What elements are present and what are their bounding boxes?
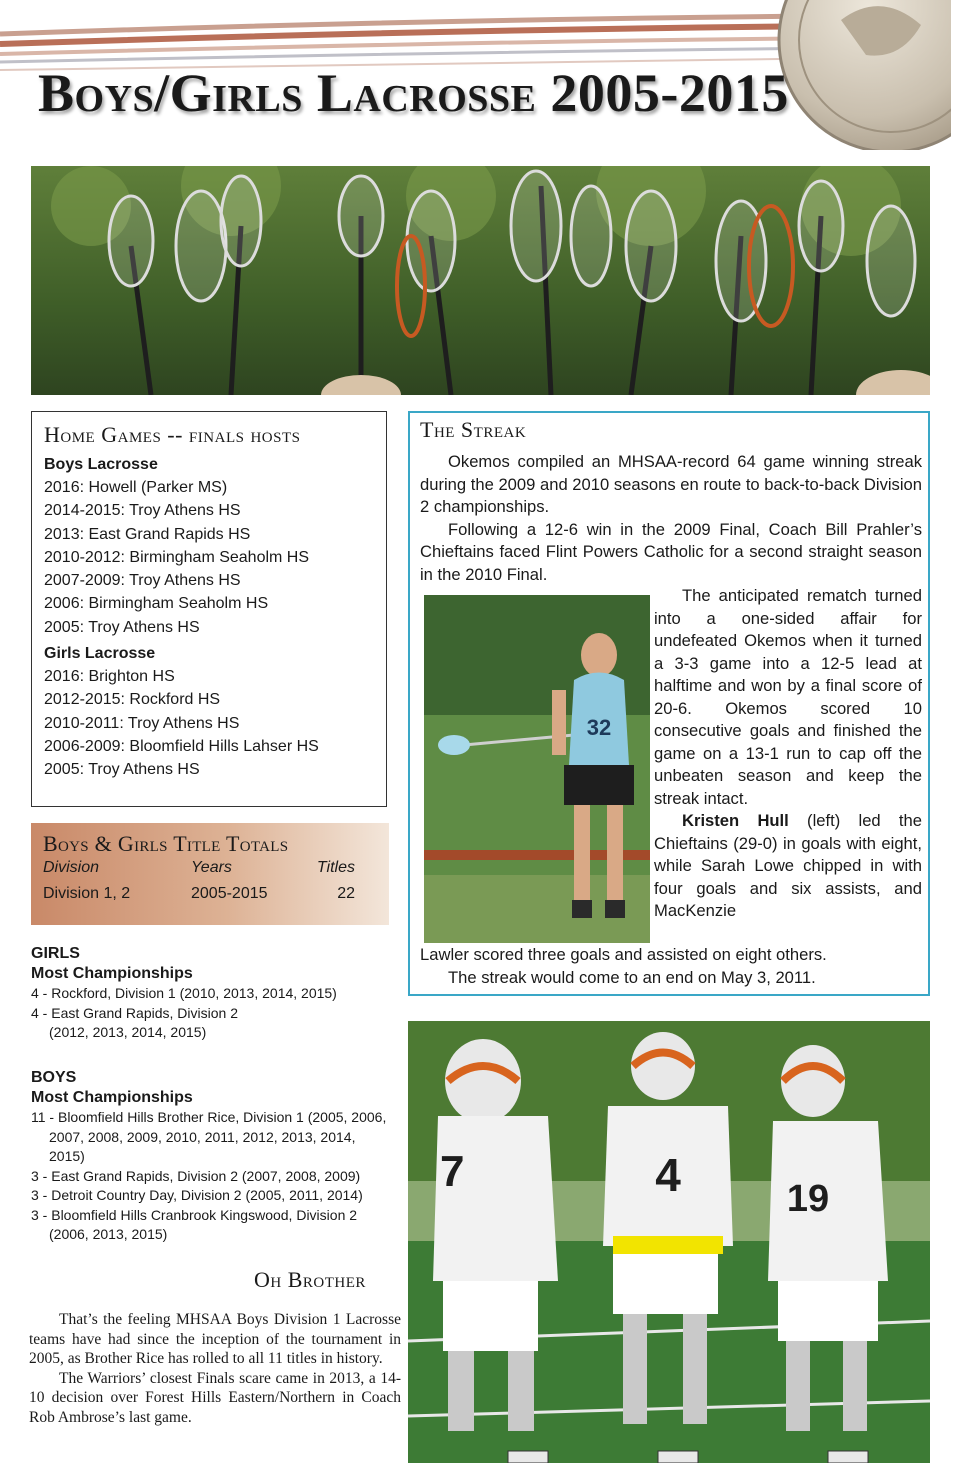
player-name: Kristen Hull bbox=[682, 811, 789, 830]
streak-outro bbox=[420, 944, 922, 989]
list-item: 11 - Bloomfield Hills Brother Rice, Division 1 (2005, 2006, 2007, 2008, 2009, 2010, 2011, 2012, 2013, 2014, 2015) bbox=[31, 1109, 387, 1164]
list-item: 2005: Troy Athens HS bbox=[44, 618, 200, 636]
paragraph bbox=[654, 810, 922, 923]
streak-box bbox=[408, 411, 930, 996]
girls-championships bbox=[31, 944, 391, 1043]
list-item: 4 - East Grand Rapids, Division 2 (2012, 2013, 2014, 2015) bbox=[31, 1004, 238, 1040]
paragraph: That’s the feeling MHSAA Boys Division 1 Lacrosse teams have had since the inception of the tournament in 2005, as Brother Rice has rolled to all 11 titles in history. bbox=[29, 1311, 401, 1367]
boys-hosts-heading: Boys Lacrosse bbox=[44, 456, 158, 473]
paragraph: The streak would come to an end on May 3, 2011. bbox=[448, 967, 816, 987]
paragraph: The Warriors’ closest Finals scare came in 2013, a 14-10 decision over Forest Hills Eastern/Northern in Coach Rob Ambrose’s last game. bbox=[29, 1369, 401, 1426]
list-item: 2010-2012: Birmingham Seaholm HS bbox=[44, 548, 310, 566]
list-item: 2016: Brighton HS bbox=[44, 668, 175, 686]
list-item: 2012-2015: Rockford HS bbox=[44, 691, 221, 709]
oh-brother-body bbox=[29, 1310, 401, 1427]
cell-titles: 22 bbox=[337, 885, 355, 902]
kristen-hull-photo bbox=[424, 595, 650, 943]
boy-jersey-number-right: 19 bbox=[786, 1178, 830, 1220]
streak-intro bbox=[420, 451, 922, 586]
page-title: Boys/Girls Lacrosse 2005-2015 bbox=[38, 63, 789, 123]
paragraph: The anticipated rematch turned into a one-sided affair for undefeated Okemos when it turned a 3-3 game into a 12-5 lead at halftime and won by a final score of 20-6. Okemos scored 10 consecutive goals and finished the game on a 13-1 run to cap off the unbeaten season and keep the streak intact. bbox=[654, 586, 922, 808]
list-item: 3 - Bloomfield Hills Cranbrook Kingswood, Division 2 (2006, 2013, 2015) bbox=[31, 1206, 358, 1242]
list-item: 2007-2009: Troy Athens HS bbox=[44, 572, 241, 590]
boys-championships bbox=[31, 1068, 391, 1245]
list-item: 4 - Rockford, Division 1 (2010, 2013, 2014, 2015) bbox=[31, 985, 337, 1001]
mhsaa-seal bbox=[771, 0, 951, 150]
title-totals-box bbox=[31, 823, 389, 925]
list-item: 2006-2009: Bloomfield Hills Lahser HS bbox=[44, 737, 319, 755]
oh-brother-title: Oh Brother bbox=[254, 1267, 366, 1292]
girls-heading: GIRLS bbox=[31, 945, 80, 962]
list-item: 3 - Detroit Country Day, Division 2 (2005, 2011, 2014) bbox=[31, 1187, 363, 1203]
boys-subheading: Most Championships bbox=[31, 1089, 193, 1106]
col-years: Years bbox=[191, 859, 232, 876]
boy-jersey-number-center: 4 bbox=[655, 1149, 681, 1201]
list-item: 2016: Howell (Parker MS) bbox=[44, 479, 228, 496]
boys-heading: BOYS bbox=[31, 1069, 77, 1086]
list-item: 2013: East Grand Rapids HS bbox=[44, 525, 251, 543]
col-titles: Titles bbox=[316, 859, 355, 876]
cell-years: 2005-2015 bbox=[191, 885, 268, 902]
streak-title: The Streak bbox=[420, 417, 527, 442]
cell-division: Division 1, 2 bbox=[43, 885, 131, 902]
girl-jersey-number: 32 bbox=[586, 715, 612, 740]
list-item: 3 - East Grand Rapids, Division 2 (2007, 2008, 2009) bbox=[31, 1167, 361, 1184]
list-item: 2006: Birmingham Seaholm HS bbox=[44, 595, 269, 613]
home-games-box bbox=[31, 411, 387, 807]
title-totals-heading: Boys & Girls Title Totals bbox=[43, 831, 289, 856]
streak-column bbox=[654, 585, 922, 923]
girls-hosts-heading: Girls Lacrosse bbox=[44, 645, 156, 663]
lacrosse-sticks-photo bbox=[31, 166, 930, 395]
list-item: 2014-2015: Troy Athens HS bbox=[44, 502, 241, 520]
list-item: 2005: Troy Athens HS bbox=[44, 761, 200, 779]
col-division: Division bbox=[43, 859, 100, 876]
paragraph-text: (left) led the Chieftains (29-0) in goals with eight, while Sarah Lowe chipped in with four goals and six assists, and MacKenzie bbox=[654, 811, 922, 920]
girls-subheading: Most Championships bbox=[31, 965, 193, 982]
table-row bbox=[43, 883, 377, 909]
brother-rice-celebration-photo bbox=[408, 1021, 930, 1463]
home-games-title: Home Games -- finals hosts bbox=[44, 422, 301, 447]
paragraph: Lawler scored three goals and assisted on eight others. bbox=[420, 945, 827, 964]
paragraph: Following a 12-6 win in the 2009 Final, Coach Bill Prahler’s Chieftains faced Flint Powers Catholic for a second straight season in the 2010 Final. bbox=[420, 519, 922, 584]
list-item: 2010-2011: Troy Athens HS bbox=[44, 714, 240, 732]
paragraph: Okemos compiled an MHSAA-record 64 game winning streak during the 2009 and 2010 seasons en route to back-to-back Division 2 championships. bbox=[420, 452, 922, 516]
title-totals-header-row bbox=[43, 857, 377, 883]
boy-jersey-number-left: 7 bbox=[440, 1147, 465, 1196]
